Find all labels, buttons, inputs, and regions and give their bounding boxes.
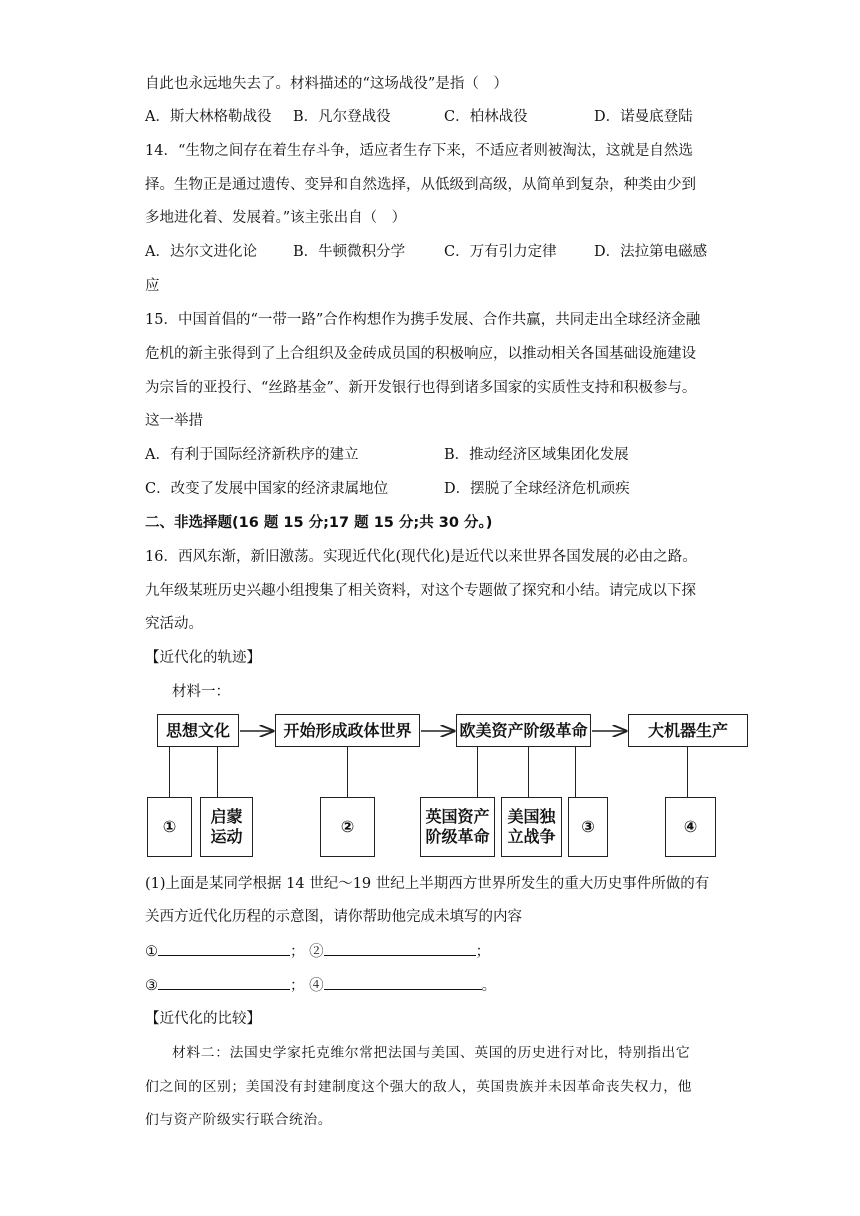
q16-sub1-line-2: 关西方近代化历程的示意图，请你帮助他完成未填写的内容 [145, 909, 522, 925]
box-enlightenment [200, 797, 253, 857]
box-american-independence [501, 797, 562, 857]
q13-option-a[interactable]: A．斯大林格勒战役 [145, 109, 272, 125]
box-english-revolution-line-1: 英国资产 [425, 807, 490, 826]
separator: ； [290, 944, 305, 960]
subheading-comparison: 【近代化的比较】 [145, 1011, 261, 1027]
connector-4 [477, 747, 478, 797]
answer-blank-2[interactable] [324, 941, 476, 956]
material-2-line-3: 们与资产阶级实行联合统治。 [145, 1112, 333, 1128]
q13-text: 自此也永远地失去了。材料描述的“这场战役”是指（ ） [145, 76, 508, 92]
box-english-revolution [420, 797, 495, 857]
q14-option-a[interactable]: A．达尔文进化论 [145, 244, 257, 260]
q15-option-c[interactable]: C．改变了发展中国家的经济隶属地位 [145, 481, 389, 497]
q15-option-b[interactable]: B．推动经济区域集团化发展 [444, 447, 629, 463]
box-enlightenment-line-2: 运动 [210, 827, 243, 846]
connector-1 [169, 747, 170, 797]
material-1-label: 材料一： [172, 684, 230, 700]
end-mark: 。 [481, 978, 497, 994]
separator: ； [475, 944, 491, 960]
q16-line-1: 16．西风东渐，新旧激荡。实现近代化(现代化)是近代以来世界各国发展的必由之路。 [145, 549, 697, 565]
q15-line-2: 危机的新主张得到了上合组织及金砖成员国的积极响应，以推动相关各国基础设施建设 [145, 346, 696, 362]
q14-option-b[interactable]: B．牛顿微积分学 [293, 244, 406, 260]
separator: ； [290, 978, 305, 994]
box-machine-production: 大机器生产 [628, 714, 748, 747]
q14-option-d[interactable]: D．法拉第电磁感 [594, 244, 708, 260]
q15-line-4: 这一举措 [145, 413, 203, 429]
q15-line-3: 为宗旨的亚投行、“丝路基金”、新开发银行也得到诸多国家的实质性支持和积极参与。 [145, 380, 697, 396]
q14-option-c[interactable]: C．万有引力定律 [444, 244, 557, 260]
answer-label-2: ② [309, 944, 324, 960]
q15-line-1: 15．中国首倡的“一带一路”合作构想作为携手发展、合作共赢，共同走出全球经济金融 [145, 312, 701, 328]
q16-sub1-line-1: (1)上面是某同学根据 14 世纪～19 世纪上半期西方世界所发生的重大历史事件所做的有 [145, 876, 710, 892]
answer-blank-3[interactable] [158, 975, 290, 990]
answer-label-4: ④ [309, 978, 324, 994]
box-american-independence-line-1: 美国独 [507, 807, 556, 826]
box-enlightenment-line-1: 启蒙 [210, 807, 243, 826]
material-2-line-2: 们之间的区别；美国没有封建制度这个强大的敌人，英国贵族并未因革命丧失权力，他 [145, 1079, 693, 1095]
blank-box-4: ④ [665, 797, 716, 857]
q16-line-3: 究活动。 [145, 616, 203, 632]
box-thought-culture: 思想文化 [157, 714, 239, 747]
connector-7 [687, 747, 688, 797]
q15-option-a[interactable]: A．有利于国际经济新秩序的建立 [145, 447, 359, 463]
subheading-trajectory: 【近代化的轨迹】 [145, 650, 261, 666]
connector-5 [528, 747, 529, 797]
connector-6 [575, 747, 576, 797]
box-english-revolution-line-2: 阶级革命 [425, 827, 490, 846]
q14-line-2: 择。生物正是通过遗传、变异和自然选择，从低级到高级，从简单到复杂，种类由少到 [145, 177, 696, 193]
q14-option-d-wrap: 应 [145, 278, 160, 294]
answer-row-1 [145, 941, 490, 962]
q14-line-1: 14．“生物之间存在着生存斗争，适应者生存下来，不适应者则被淘汰，这就是自然选 [145, 143, 693, 159]
box-bourgeois-revolution: 欧美资产阶级革命 [456, 714, 591, 747]
box-polity-world: 开始形成政体世界 [275, 714, 420, 747]
q15-option-d[interactable]: D．摆脱了全球经济危机顽疾 [444, 481, 630, 497]
q13-option-d[interactable]: D．诺曼底登陆 [594, 109, 693, 125]
connector-3 [347, 747, 348, 797]
connector-2 [217, 747, 218, 797]
answer-blank-4[interactable] [324, 975, 482, 990]
section-title: 二、非选择题(16 题 15 分;17 题 15 分;共 30 分。) [145, 515, 493, 531]
answer-row-2 [145, 975, 496, 996]
answer-label-3: ③ [145, 978, 158, 994]
q16-line-2: 九年级某班历史兴趣小组搜集了相关资料，对这个专题做了探究和小结。请完成以下探 [145, 583, 696, 599]
answer-blank-1[interactable] [158, 941, 290, 956]
answer-label-1: ① [145, 944, 158, 960]
blank-box-3: ③ [568, 797, 608, 857]
q14-line-3: 多地进化着、发展着。”该主张出自（ ） [145, 210, 407, 226]
material-2-line-1: 材料二：法国史学家托克维尔常把法国与美国、英国的历史进行对比，特别指出它 [172, 1045, 691, 1061]
blank-box-1: ① [147, 797, 192, 857]
box-american-independence-line-2: 立战争 [507, 827, 556, 846]
q13-option-c[interactable]: C．柏林战役 [444, 109, 528, 125]
q13-option-b[interactable]: B．凡尔登战役 [293, 109, 391, 125]
blank-box-2: ② [320, 797, 375, 857]
